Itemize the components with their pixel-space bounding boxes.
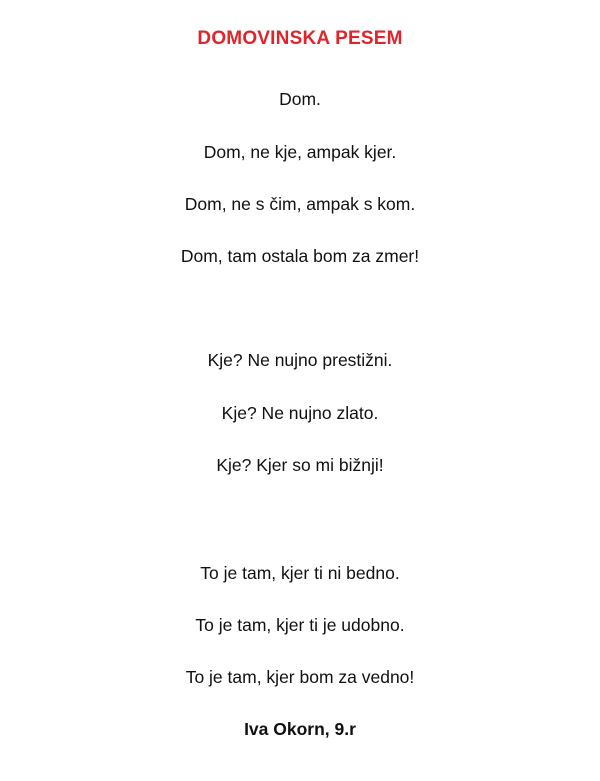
poem-line: Kje? Ne nujno prestižni. [207, 350, 393, 370]
author-signature: Iva Okorn, 9.r [244, 719, 356, 739]
poem-line: Kje? Ne nujno zlato. [221, 403, 379, 423]
poem-line: Kje? Kjer so mi bižnji! [216, 455, 384, 475]
poem-line: Dom, tam ostala bom za zmer! [180, 246, 420, 266]
poem-title: DOMOVINSKA PESEM [197, 28, 403, 49]
poem-line: Dom, ne kje, ampak kjer. [203, 142, 397, 162]
poem-line: To je tam, kjer ti ni bedno. [200, 563, 400, 583]
poem-line: To je tam, kjer bom za vedno! [185, 667, 415, 687]
poem-line: Dom, ne s čim, ampak s kom. [184, 194, 416, 214]
poem-line: Dom. [279, 89, 321, 109]
poem-line: To je tam, kjer ti je udobno. [195, 615, 405, 635]
